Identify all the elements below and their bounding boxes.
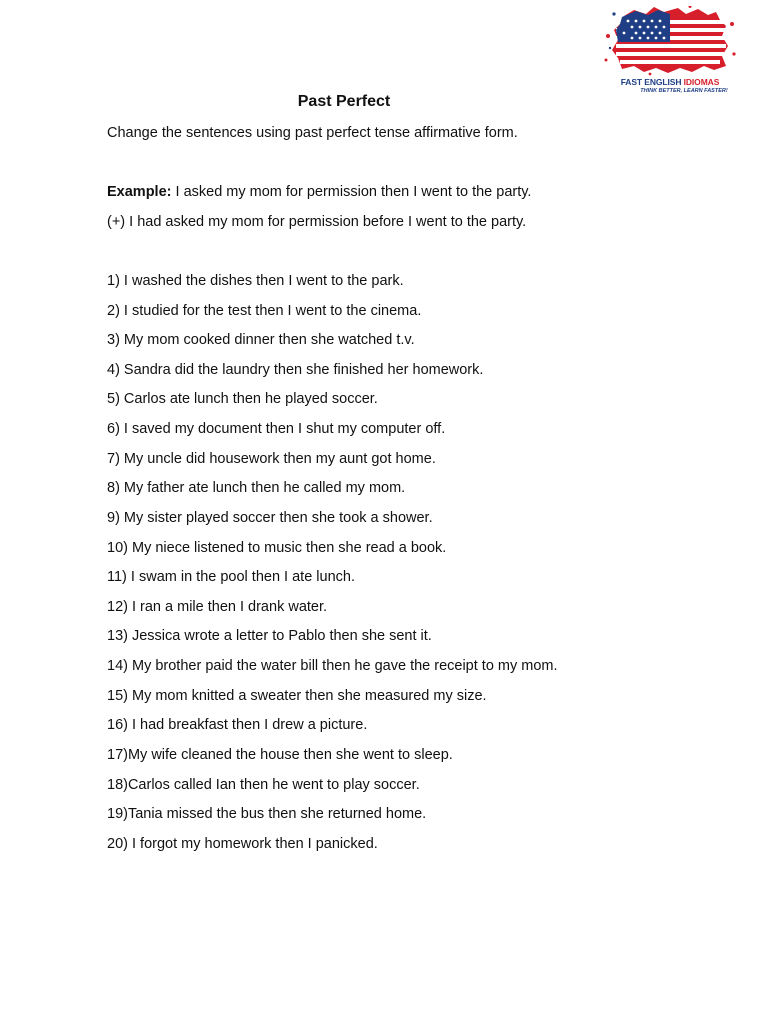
exercise-item: 10) My niece listened to music then she read a book. <box>107 540 447 556</box>
exercise-item: 7) My uncle did housework then my aunt got home. <box>107 451 436 467</box>
exercise-item: 11) I swam in the pool then I ate lunch. <box>107 569 355 585</box>
exercise-item: 12) I ran a mile then I drank water. <box>107 599 328 615</box>
exercise-item: 16) I had breakfast then I drew a picture. <box>107 717 368 733</box>
exercise-item: 13) Jessica wrote a letter to Pablo then she sent it. <box>107 628 432 644</box>
exercise-item: 9) My sister played soccer then she took a shower. <box>107 510 433 526</box>
exercise-item: 1) I washed the dishes then I went to the park. <box>107 273 404 289</box>
us-flag-splash-icon <box>594 6 746 76</box>
exercise-item: 18)Carlos called Ian then he went to play soccer. <box>107 777 420 793</box>
exercise-item: 14) My brother paid the water bill then he gave the receipt to my mom. <box>107 658 558 674</box>
example-text: I asked my mom for permission then I went to the party. <box>171 184 532 200</box>
example-label: Example: <box>107 184 172 200</box>
brand-logo <box>594 6 746 96</box>
exercise-item: 19)Tania missed the bus then she returned home. <box>107 806 427 822</box>
exercise-item: 4) Sandra did the laundry then she finished her homework. <box>107 362 484 378</box>
exercise-item: 20) I forgot my homework then I panicked. <box>107 836 378 852</box>
exercise-item: 2) I studied for the test then I went to the cinema. <box>107 303 422 319</box>
exercise-item: 3) My mom cooked dinner then she watched t.v. <box>107 332 415 348</box>
example-sentence <box>107 183 531 201</box>
example-answer: (+) I had asked my mom for permission before I went to the party. <box>107 214 527 230</box>
exercise-item: 5) Carlos ate lunch then he played soccer. <box>107 391 378 407</box>
brand-name: FAST ENGLISH IDIOMAS <box>620 77 720 87</box>
instruction-text: Change the sentences using past perfect tense affirmative form. <box>107 125 518 141</box>
brand-tagline: THINK BETTER, LEARN FASTER! <box>640 88 728 94</box>
exercise-item: 6) I saved my document then I shut my computer off. <box>107 421 446 437</box>
exercise-item: 15) My mom knitted a sweater then she measured my size. <box>107 688 487 704</box>
exercise-item: 8) My father ate lunch then he called my mom. <box>107 480 406 496</box>
exercise-item: 17)My wife cleaned the house then she went to sleep. <box>107 747 453 763</box>
page-title: Past Perfect <box>297 93 391 110</box>
